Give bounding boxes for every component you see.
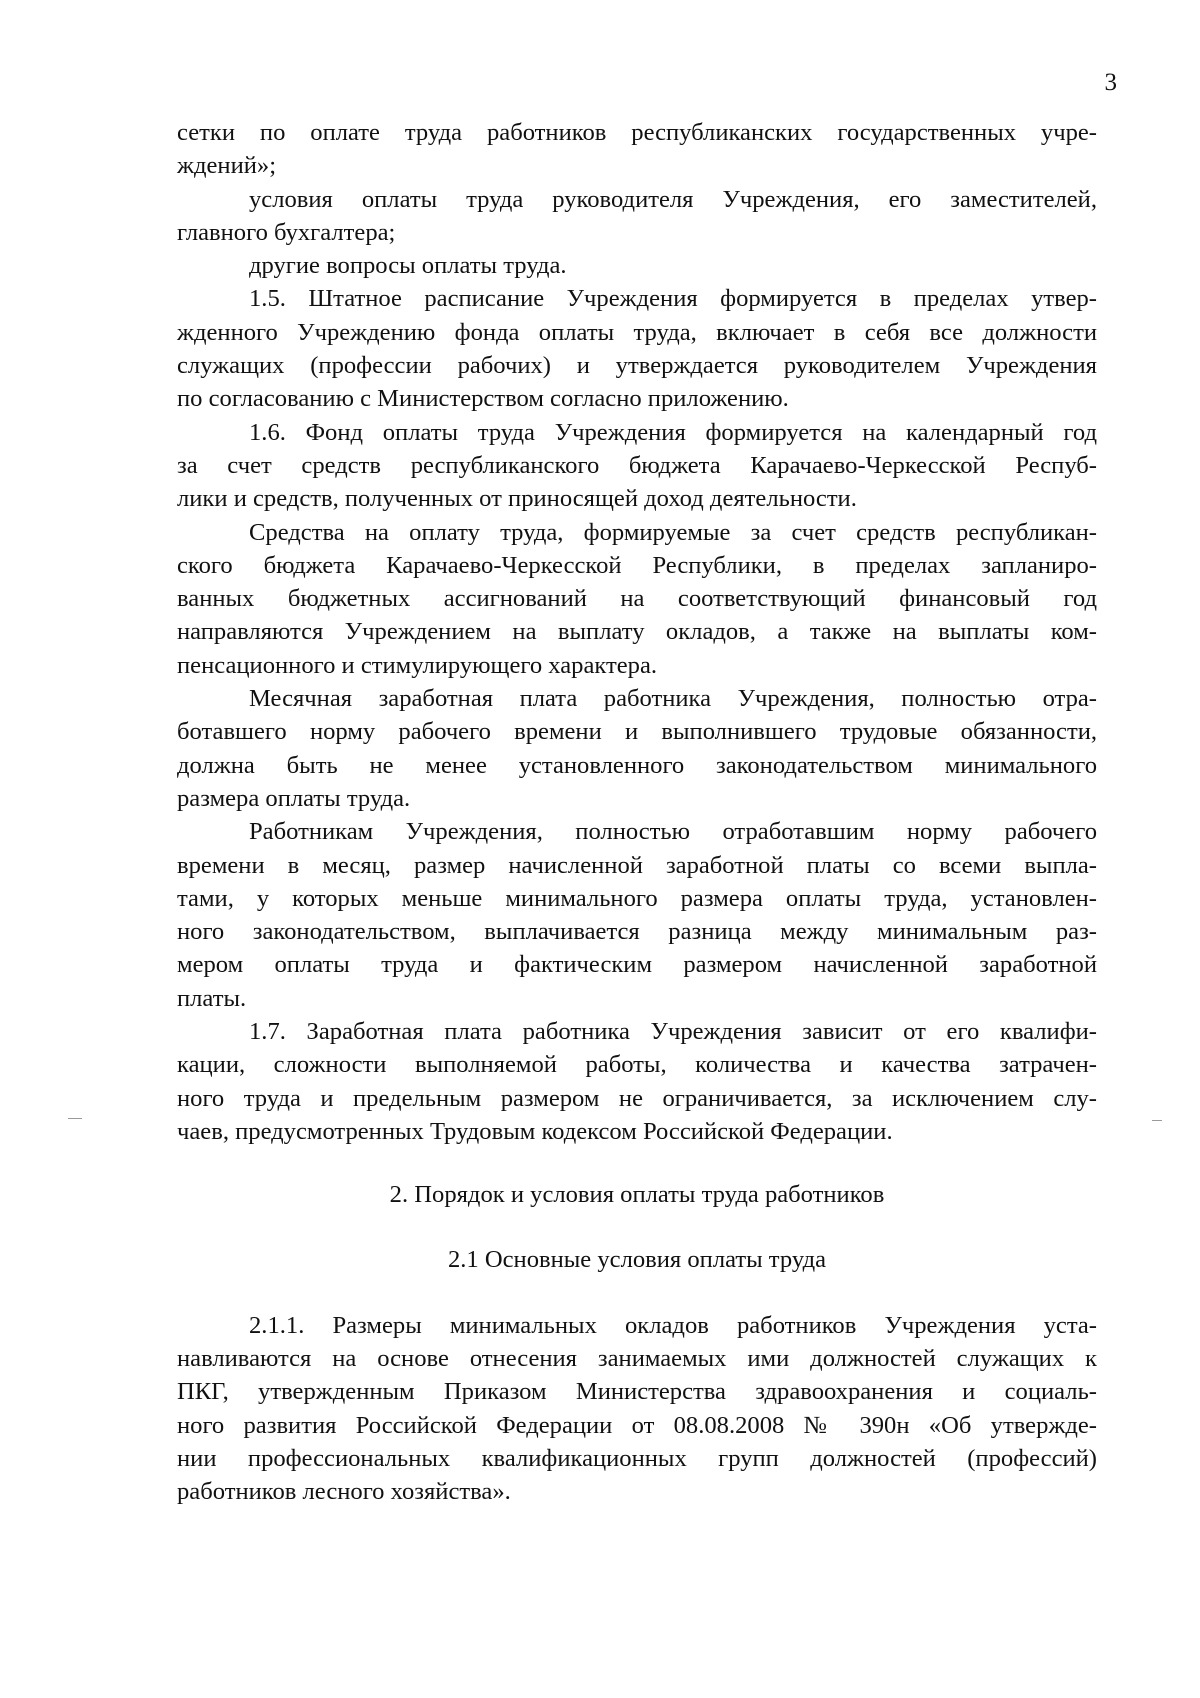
text-line: сетки по оплате труда работников республиканских государственных учре- [177,119,1097,146]
page-number: 3 [1104,69,1117,96]
text-line: служащих (профессии рабочих) и утверждается руководителем Учреждения [177,352,1097,380]
text-line: 1.6. Фонд оплаты труда Учреждения формируется на календарный год [249,418,1097,446]
text-line: ного законодательством, выплачивается разница между минимальным раз- [177,918,1097,946]
text-line: условия оплаты труда руководителя Учреждения, его заместителей, [249,185,1097,213]
text-line: ПКГ, утвержденным Приказом Министерства здравоохранения и социаль- [177,1378,1097,1406]
text-line: мером оплаты труда и фактическим размером начисленной заработной [177,951,1097,979]
text-line: нии профессиональных квалификационных групп должностей (профессий) [177,1444,1097,1472]
text-line: ного развития Российской Федерации от 08.08.2008 № 390н «Об утвержде- [177,1411,1097,1439]
text-line: жденного Учреждению фонда оплаты труда, включает в себя все должности [177,318,1097,346]
text-line: тами, у которых меньше минимального размера оплаты труда, установлен- [177,884,1097,912]
text-line: работников лесного хозяйства». [177,1478,511,1506]
text-line: 1.7. Заработная плата работника Учреждения зависит от его квалифи- [249,1018,1097,1046]
text-line: ботавшего норму рабочего времени и выполнившего трудовые обязанности, [177,718,1097,746]
text-line: пенсационного и стимулирующего характера. [177,651,658,679]
text-line: времени в месяц, размер начисленной заработной платы со всеми выпла- [177,851,1097,879]
scan-artifact [1152,1120,1162,1121]
text-line: навливаются на основе отнесения занимаемых ими должностей служащих к [177,1345,1097,1373]
section-heading: 2. Порядок и условия оплаты труда работников [389,1181,885,1209]
text-line: другие вопросы оплаты труда. [249,252,567,280]
text-line: за счет средств республиканского бюджета Карачаево-Черкесской Респуб- [177,451,1097,479]
document-body [177,116,1097,1509]
text-line: Средства на оплату труда, формируемые за счет средств республикан- [249,518,1097,546]
text-line: ного труда и предельным размером не ограничивается, за исключением слу- [177,1084,1097,1112]
subsection-heading: 2.1 Основные условия оплаты труда [447,1245,827,1273]
spacer [177,1212,1097,1243]
scan-artifact [68,1118,82,1119]
text-line: платы. [177,984,247,1012]
text-line: главного бухгалтера; [177,218,396,246]
text-line: ждений»; [177,152,277,180]
text-line: кации, сложности выполняемой работы, количества и качества затрачен- [177,1051,1097,1079]
text-line: размера оплаты труда. [177,784,411,812]
text-line: чаев, предусмотренных Трудовым кодексом Российской Федерации. [177,1117,893,1145]
spacer [177,1276,1097,1309]
text-line: лики и средств, полученных от приносящей доход деятельности. [177,485,857,513]
text-line: ского бюджета Карачаево-Черкесской Республики, в пределах запланиро- [177,551,1097,579]
text-line: по согласованию с Министерством согласно приложению. [177,385,789,413]
text-line: ванных бюджетных ассигнований на соответствующий финансовый год [177,585,1097,613]
text-line: Работникам Учреждения, полностью отработавшим норму рабочего [249,818,1097,846]
text-line: направляются Учреждением на выплату окладов, а также на выплаты ком- [177,618,1097,646]
text-line: Месячная заработная плата работника Учреждения, полностью отра- [249,685,1097,713]
spacer [177,1148,1097,1178]
text-line: 1.5. Штатное расписание Учреждения формируется в пределах утвер- [249,285,1097,313]
text-line: должна быть не менее установленного законодательством минимального [177,751,1097,779]
text-line: 2.1.1. Размеры минимальных окладов работников Учреждения уста- [249,1311,1097,1339]
